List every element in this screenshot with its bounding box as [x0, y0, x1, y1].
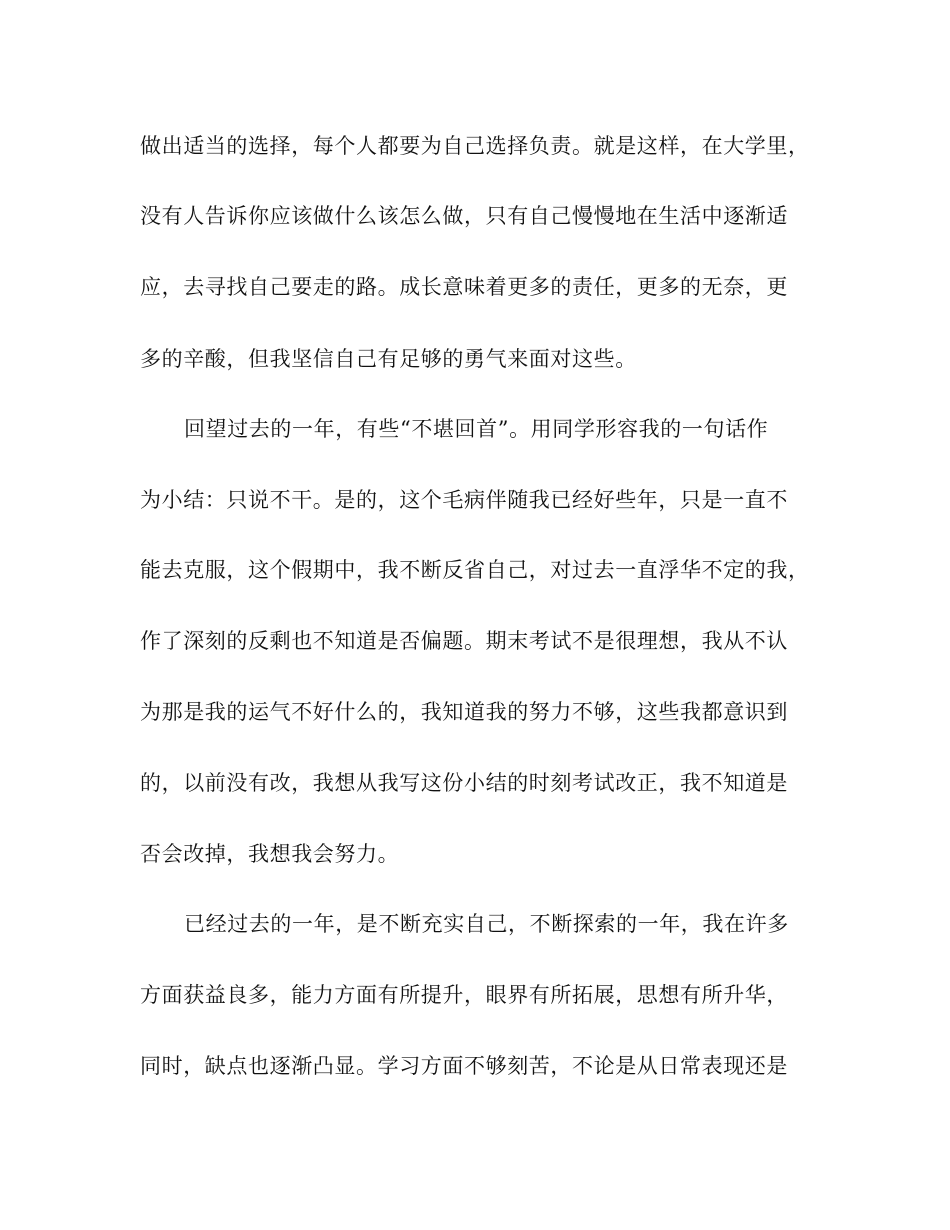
text-line: 多的辛酸，但我坚信自己有足够的勇气来面对这些。: [140, 347, 637, 371]
text-line: 做出适当的选择，每个人都要为自己选择负责。就是这样，在大学里，: [140, 134, 810, 158]
text-line: 没有人告诉你应该做什么该怎么做，只有自己慢慢地在生活中逐渐适: [140, 204, 788, 228]
paragraph-first-line: 回望过去的一年，有些“不堪回首”。用同学形容我的一句话作: [184, 417, 769, 441]
text-line: 应，去寻找自己要走的路。成长意味着更多的责任，更多的无奈，更: [140, 275, 788, 299]
text-line: 为那是我的运气不好什么的，我知道我的努力不够，这些我都意识到: [140, 700, 788, 724]
text-line: 能去克服，这个假期中，我不断反省自己，对过去一直浮华不定的我，: [140, 558, 810, 582]
text-line: 为小结：只说不干。是的，这个毛病伴随我已经好些年，只是一直不: [140, 488, 788, 512]
text-line: 方面获益良多，能力方面有所提升，眼界有所拓展，思想有所升华，: [140, 983, 788, 1007]
text-line: 作了深刻的反剩也不知道是否偏题。期末考试不是很理想，我从不认: [140, 629, 788, 653]
text-line: 同时，缺点也逐渐凸显。学习方面不够刻苦，不论是从日常表现还是: [140, 1054, 788, 1078]
text-line: 否会改掉，我想我会努力。: [140, 842, 400, 866]
paragraph-first-line: 已经过去的一年，是不断充实自己，不断探索的一年，我在许多: [184, 912, 789, 936]
text-line: 的，以前没有改，我想从我写这份小结的时刻考试改正，我不知道是: [140, 771, 788, 795]
